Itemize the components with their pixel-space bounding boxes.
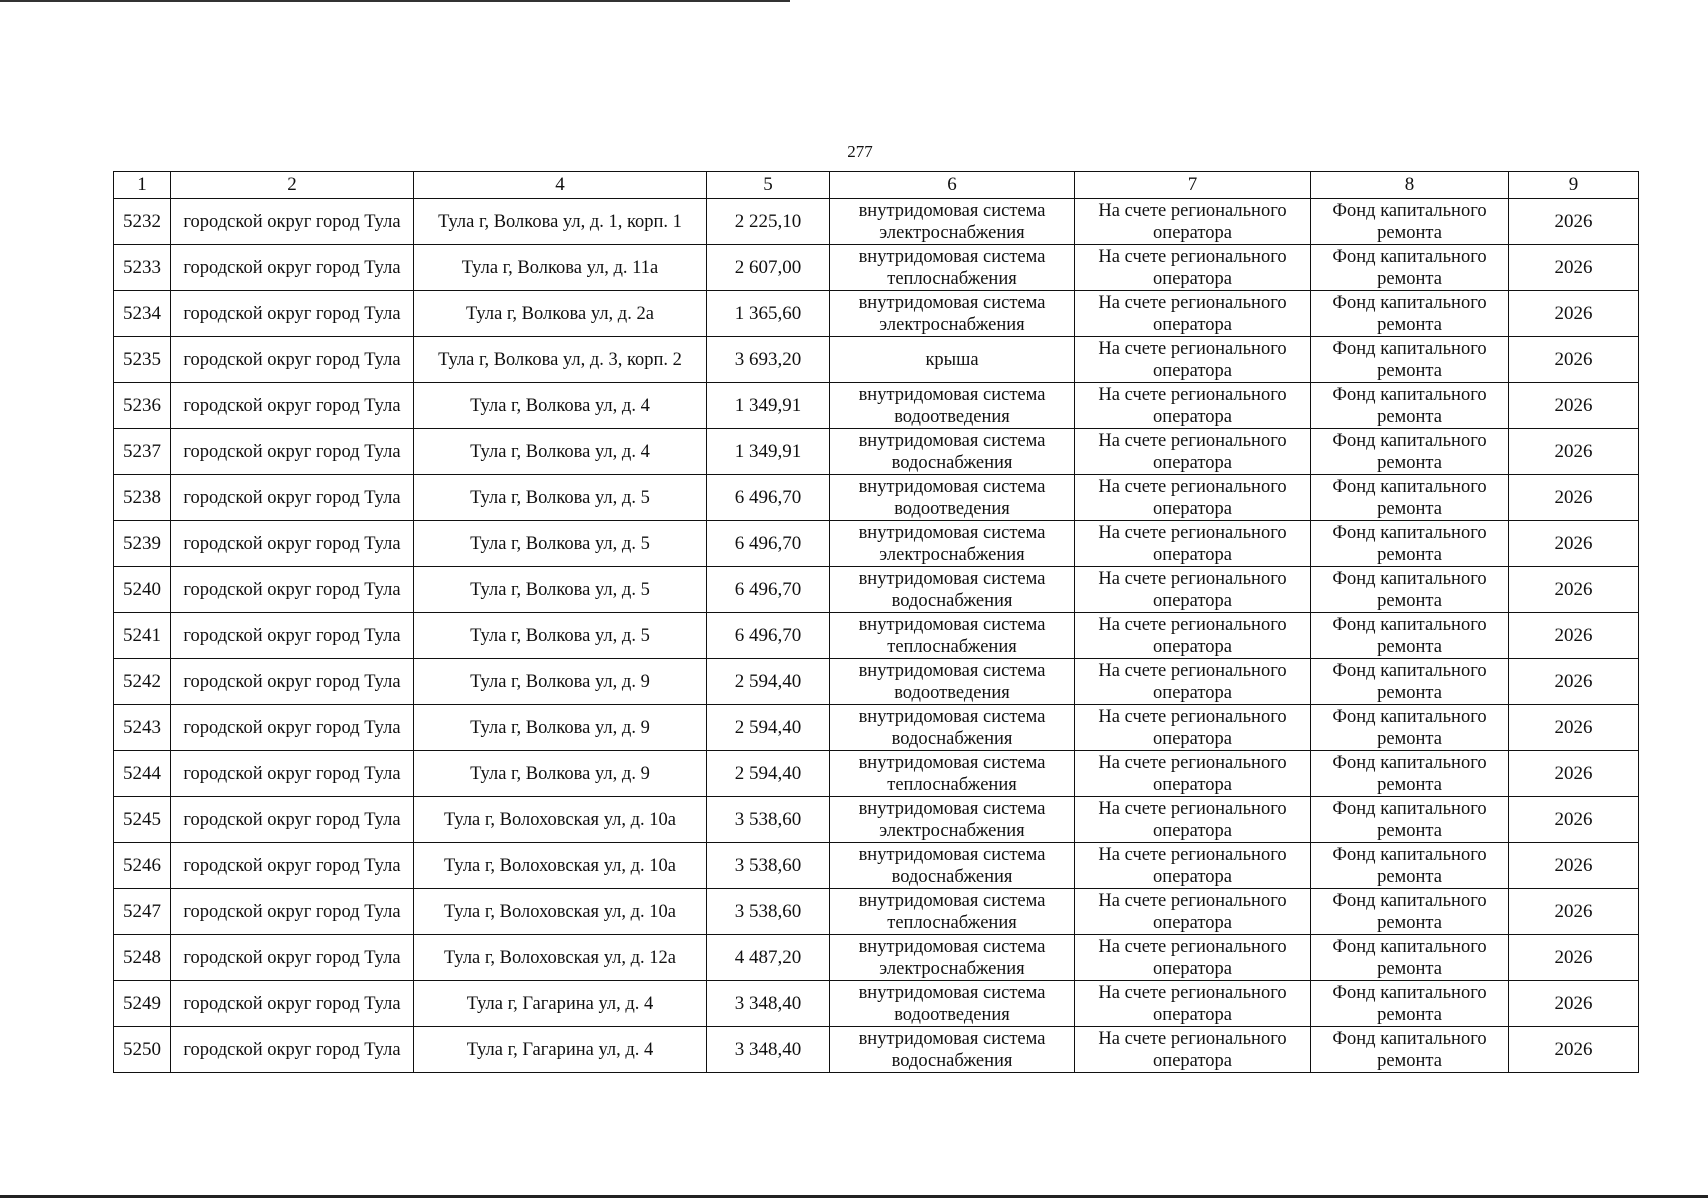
value-cell: 6 496,70 [707,475,830,521]
column-header: 5 [707,172,830,199]
table-row [114,475,1639,521]
table-row [114,751,1639,797]
fund-cell: Фонд капитального ремонта [1311,843,1509,889]
year-cell: 2026 [1509,475,1639,521]
address-cell: Тула г, Волкова ул, д. 5 [414,567,707,613]
account-cell: На счете регионального оператора [1075,981,1311,1027]
fund-cell: Фонд капитального ремонта [1311,475,1509,521]
address-cell: Тула г, Волкова ул, д. 9 [414,659,707,705]
fund-cell: Фонд капитального ремонта [1311,935,1509,981]
work-type-cell: внутридомовая система водоотведения [830,383,1075,429]
fund-cell: Фонд капитального ремонта [1311,291,1509,337]
municipality-cell: городской округ город Тула [171,429,414,475]
work-type-cell: внутридомовая система водоотведения [830,475,1075,521]
table-row [114,245,1639,291]
value-cell: 6 496,70 [707,521,830,567]
work-type-cell: внутридомовая система электроснабжения [830,199,1075,245]
account-cell: На счете регионального оператора [1075,291,1311,337]
municipality-cell: городской округ город Тула [171,613,414,659]
fund-cell: Фонд капитального ремонта [1311,613,1509,659]
value-cell: 3 348,40 [707,1027,830,1073]
municipality-cell: городской округ город Тула [171,797,414,843]
fund-cell: Фонд капитального ремонта [1311,199,1509,245]
value-cell: 3 538,60 [707,797,830,843]
column-header: 1 [114,172,171,199]
value-cell: 2 594,40 [707,659,830,705]
account-cell: На счете регионального оператора [1075,935,1311,981]
municipality-cell: городской округ город Тула [171,705,414,751]
year-cell: 2026 [1509,245,1639,291]
year-cell: 2026 [1509,429,1639,475]
work-type-cell: внутридомовая система электроснабжения [830,797,1075,843]
row-number-cell: 5233 [114,245,171,291]
value-cell: 3 538,60 [707,843,830,889]
address-cell: Тула г, Волкова ул, д. 5 [414,613,707,659]
table-body [114,199,1639,1073]
table-row [114,337,1639,383]
table-row [114,981,1639,1027]
register-table [113,171,1639,1073]
address-cell: Тула г, Волкова ул, д. 9 [414,705,707,751]
year-cell: 2026 [1509,613,1639,659]
table-row [114,429,1639,475]
municipality-cell: городской округ город Тула [171,199,414,245]
account-cell: На счете регионального оператора [1075,429,1311,475]
municipality-cell: городской округ город Тула [171,981,414,1027]
account-cell: На счете регионального оператора [1075,1027,1311,1073]
account-cell: На счете регионального оператора [1075,475,1311,521]
work-type-cell: внутридомовая система теплоснабжения [830,889,1075,935]
account-cell: На счете регионального оператора [1075,843,1311,889]
address-cell: Тула г, Волкова ул, д. 9 [414,751,707,797]
work-type-cell: внутридомовая система теплоснабжения [830,245,1075,291]
address-cell: Тула г, Волоховская ул, д. 10а [414,889,707,935]
municipality-cell: городской округ город Тула [171,751,414,797]
work-type-cell: крыша [830,337,1075,383]
account-cell: На счете регионального оператора [1075,889,1311,935]
row-number-cell: 5245 [114,797,171,843]
municipality-cell: городской округ город Тула [171,843,414,889]
account-cell: На счете регионального оператора [1075,751,1311,797]
municipality-cell: городской округ город Тула [171,337,414,383]
municipality-cell: городской округ город Тула [171,889,414,935]
year-cell: 2026 [1509,797,1639,843]
value-cell: 3 538,60 [707,889,830,935]
work-type-cell: внутридомовая система водоснабжения [830,843,1075,889]
year-cell: 2026 [1509,981,1639,1027]
row-number-cell: 5241 [114,613,171,659]
column-header: 4 [414,172,707,199]
row-number-cell: 5248 [114,935,171,981]
fund-cell: Фонд капитального ремонта [1311,751,1509,797]
value-cell: 2 607,00 [707,245,830,291]
table-row [114,613,1639,659]
row-number-cell: 5234 [114,291,171,337]
column-header: 9 [1509,172,1639,199]
year-cell: 2026 [1509,383,1639,429]
work-type-cell: внутридомовая система водоснабжения [830,1027,1075,1073]
year-cell: 2026 [1509,337,1639,383]
account-cell: На счете регионального оператора [1075,383,1311,429]
row-number-cell: 5237 [114,429,171,475]
column-header-row [114,172,1639,199]
year-cell: 2026 [1509,659,1639,705]
fund-cell: Фонд капитального ремонта [1311,245,1509,291]
value-cell: 6 496,70 [707,567,830,613]
municipality-cell: городской округ город Тула [171,291,414,337]
work-type-cell: внутридомовая система электроснабжения [830,521,1075,567]
row-number-cell: 5238 [114,475,171,521]
municipality-cell: городской округ город Тула [171,521,414,567]
table-row [114,797,1639,843]
value-cell: 1 349,91 [707,429,830,475]
column-header: 8 [1311,172,1509,199]
address-cell: Тула г, Волоховская ул, д. 12а [414,935,707,981]
table-row [114,659,1639,705]
year-cell: 2026 [1509,1027,1639,1073]
table-row [114,843,1639,889]
table-row [114,291,1639,337]
value-cell: 3 693,20 [707,337,830,383]
year-cell: 2026 [1509,935,1639,981]
table-row [114,383,1639,429]
work-type-cell: внутридомовая система водоотведения [830,981,1075,1027]
value-cell: 1 365,60 [707,291,830,337]
fund-cell: Фонд капитального ремонта [1311,383,1509,429]
account-cell: На счете регионального оператора [1075,245,1311,291]
table-row [114,705,1639,751]
work-type-cell: внутридомовая система электроснабжения [830,291,1075,337]
year-cell: 2026 [1509,291,1639,337]
address-cell: Тула г, Волкова ул, д. 3, корп. 2 [414,337,707,383]
year-cell: 2026 [1509,567,1639,613]
row-number-cell: 5235 [114,337,171,383]
year-cell: 2026 [1509,705,1639,751]
municipality-cell: городской округ город Тула [171,383,414,429]
account-cell: На счете регионального оператора [1075,199,1311,245]
work-type-cell: внутридомовая система водоснабжения [830,567,1075,613]
row-number-cell: 5250 [114,1027,171,1073]
column-header: 2 [171,172,414,199]
year-cell: 2026 [1509,843,1639,889]
value-cell: 2 225,10 [707,199,830,245]
fund-cell: Фонд капитального ремонта [1311,889,1509,935]
fund-cell: Фонд капитального ремонта [1311,521,1509,567]
row-number-cell: 5249 [114,981,171,1027]
account-cell: На счете регионального оператора [1075,797,1311,843]
work-type-cell: внутридомовая система водоотведения [830,659,1075,705]
row-number-cell: 5232 [114,199,171,245]
row-number-cell: 5246 [114,843,171,889]
row-number-cell: 5242 [114,659,171,705]
value-cell: 2 594,40 [707,705,830,751]
value-cell: 6 496,70 [707,613,830,659]
fund-cell: Фонд капитального ремонта [1311,659,1509,705]
row-number-cell: 5244 [114,751,171,797]
row-number-cell: 5243 [114,705,171,751]
account-cell: На счете регионального оператора [1075,521,1311,567]
account-cell: На счете регионального оператора [1075,705,1311,751]
table-row [114,567,1639,613]
municipality-cell: городской округ город Тула [171,567,414,613]
table-row [114,199,1639,245]
address-cell: Тула г, Волкова ул, д. 4 [414,383,707,429]
value-cell: 1 349,91 [707,383,830,429]
row-number-cell: 5236 [114,383,171,429]
account-cell: На счете регионального оператора [1075,567,1311,613]
address-cell: Тула г, Волкова ул, д. 4 [414,429,707,475]
work-type-cell: внутридомовая система теплоснабжения [830,613,1075,659]
work-type-cell: внутридомовая система водоснабжения [830,705,1075,751]
work-type-cell: внутридомовая система водоснабжения [830,429,1075,475]
table-row [114,1027,1639,1073]
table-row [114,521,1639,567]
year-cell: 2026 [1509,751,1639,797]
value-cell: 4 487,20 [707,935,830,981]
work-type-cell: внутридомовая система теплоснабжения [830,751,1075,797]
value-cell: 3 348,40 [707,981,830,1027]
column-header: 6 [830,172,1075,199]
page-number: 277 [847,142,873,161]
address-cell: Тула г, Волкова ул, д. 1, корп. 1 [414,199,707,245]
row-number-cell: 5247 [114,889,171,935]
account-cell: На счете регионального оператора [1075,337,1311,383]
address-cell: Тула г, Волоховская ул, д. 10а [414,797,707,843]
table-row [114,889,1639,935]
account-cell: На счете регионального оператора [1075,613,1311,659]
fund-cell: Фонд капитального ремонта [1311,705,1509,751]
fund-cell: Фонд капитального ремонта [1311,337,1509,383]
municipality-cell: городской округ город Тула [171,245,414,291]
work-type-cell: внутридомовая система электроснабжения [830,935,1075,981]
account-cell: На счете регионального оператора [1075,659,1311,705]
value-cell: 2 594,40 [707,751,830,797]
address-cell: Тула г, Гагарина ул, д. 4 [414,981,707,1027]
address-cell: Тула г, Волоховская ул, д. 10а [414,843,707,889]
bottom-edge-line [0,1195,1708,1198]
municipality-cell: городской округ город Тула [171,475,414,521]
fund-cell: Фонд капитального ремонта [1311,797,1509,843]
municipality-cell: городской округ город Тула [171,659,414,705]
municipality-cell: городской округ город Тула [171,1027,414,1073]
address-cell: Тула г, Волкова ул, д. 5 [414,521,707,567]
year-cell: 2026 [1509,521,1639,567]
fund-cell: Фонд капитального ремонта [1311,981,1509,1027]
year-cell: 2026 [1509,199,1639,245]
row-number-cell: 5239 [114,521,171,567]
column-header: 7 [1075,172,1311,199]
fund-cell: Фонд капитального ремонта [1311,1027,1509,1073]
top-edge-line [0,0,790,2]
address-cell: Тула г, Волкова ул, д. 11а [414,245,707,291]
municipality-cell: городской округ город Тула [171,935,414,981]
year-cell: 2026 [1509,889,1639,935]
address-cell: Тула г, Волкова ул, д. 2а [414,291,707,337]
address-cell: Тула г, Волкова ул, д. 5 [414,475,707,521]
fund-cell: Фонд капитального ремонта [1311,429,1509,475]
row-number-cell: 5240 [114,567,171,613]
table-row [114,935,1639,981]
fund-cell: Фонд капитального ремонта [1311,567,1509,613]
address-cell: Тула г, Гагарина ул, д. 4 [414,1027,707,1073]
